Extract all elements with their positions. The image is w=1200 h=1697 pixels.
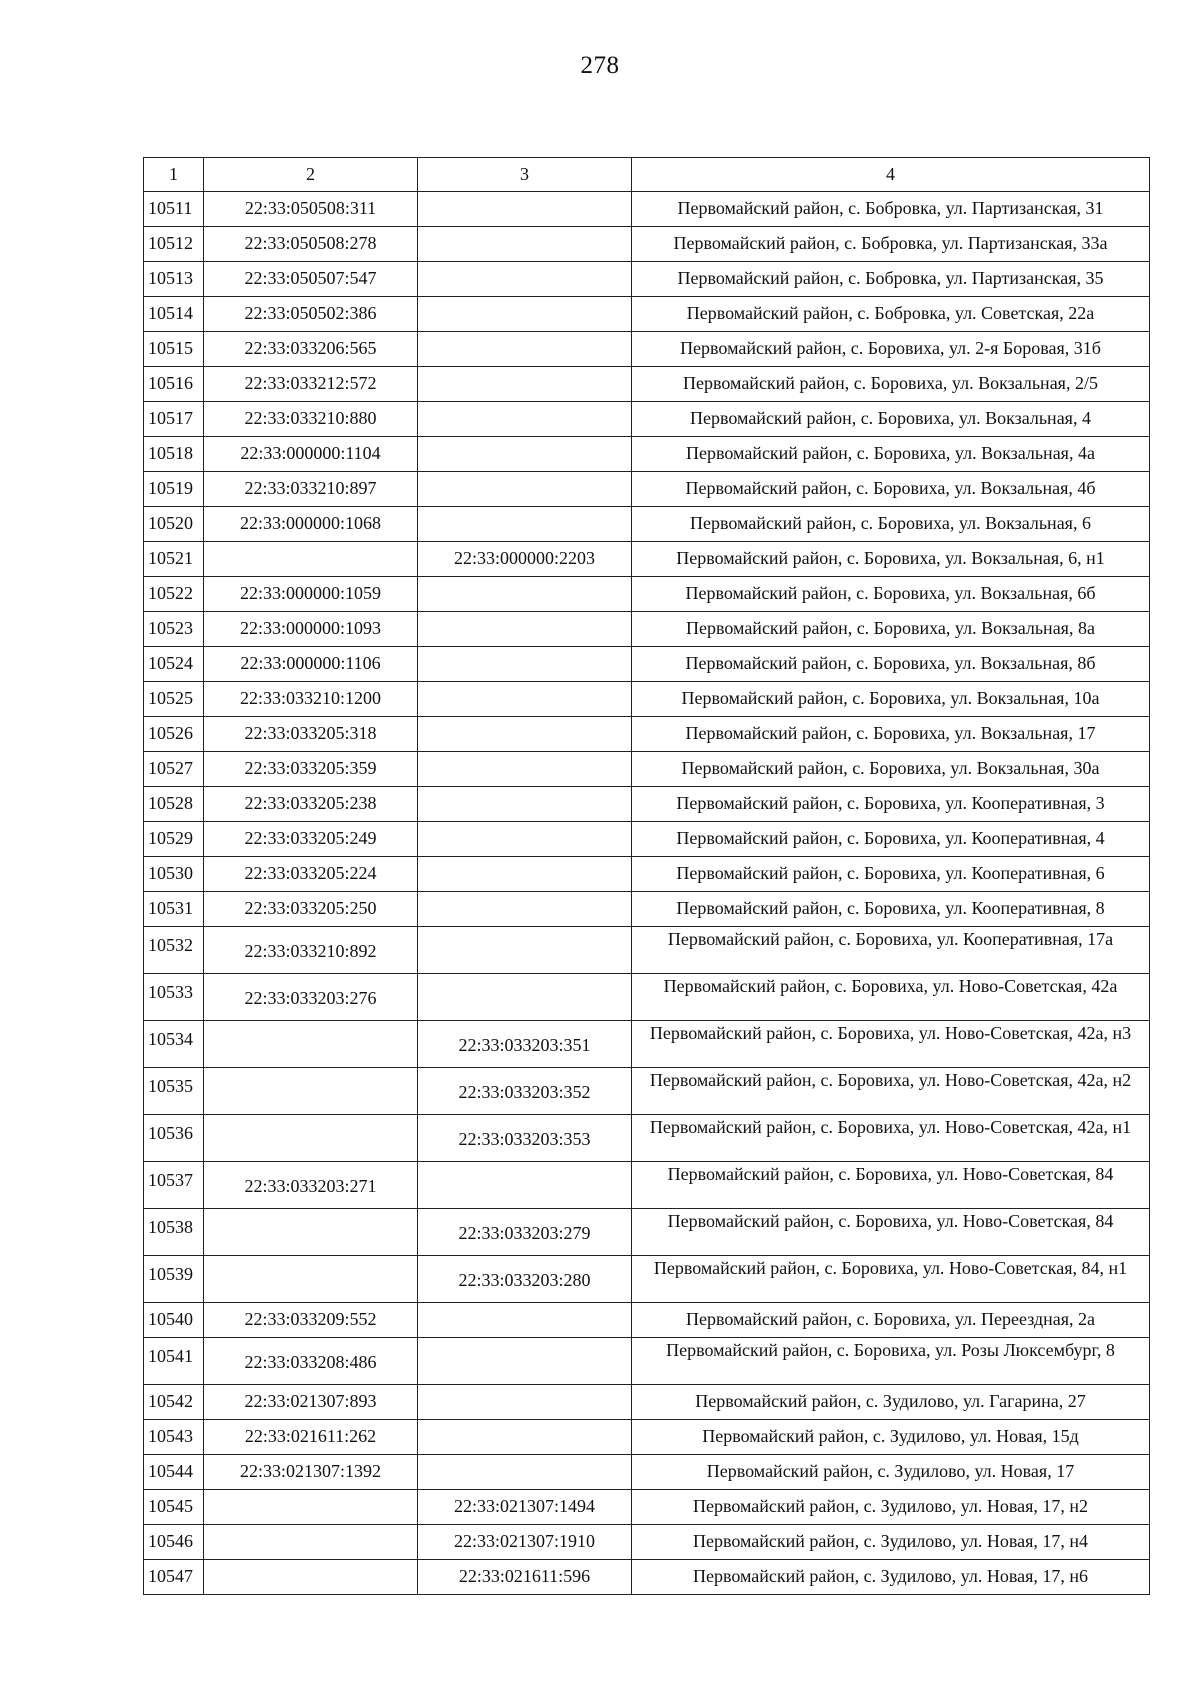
row-number: 10531 <box>144 892 204 927</box>
table-row <box>144 262 1150 297</box>
address: Первомайский район, с. Бобровка, ул. Советская, 22а <box>632 297 1150 332</box>
address: Первомайский район, с. Боровиха, ул. Вокзальная, 6 <box>632 507 1150 542</box>
cadastral-number-alt <box>418 332 632 367</box>
header-col-1: 1 <box>144 158 204 192</box>
address: Первомайский район, с. Бобровка, ул. Партизанская, 35 <box>632 262 1150 297</box>
address: Первомайский район, с. Зудилово, ул. Гагарина, 27 <box>632 1385 1150 1420</box>
cadastral-number-alt: 22:33:021307:1494 <box>418 1490 632 1525</box>
address: Первомайский район, с. Боровиха, ул. Вокзальная, 17 <box>632 717 1150 752</box>
table-row <box>144 682 1150 717</box>
row-number: 10519 <box>144 472 204 507</box>
cadastral-number-alt: 22:33:021307:1910 <box>418 1525 632 1560</box>
table-row <box>144 1115 1150 1162</box>
address: Первомайский район, с. Бобровка, ул. Партизанская, 31 <box>632 192 1150 227</box>
cadastral-number-alt <box>418 1420 632 1455</box>
cadastral-number: 22:33:033210:1200 <box>204 682 418 717</box>
address: Первомайский район, с. Боровиха, ул. Вокзальная, 4 <box>632 402 1150 437</box>
cadastral-number: 22:33:033205:238 <box>204 787 418 822</box>
cadastral-number <box>204 1021 418 1068</box>
row-number: 10545 <box>144 1490 204 1525</box>
header-row <box>144 158 1150 192</box>
table-row <box>144 472 1150 507</box>
row-number: 10515 <box>144 332 204 367</box>
cadastral-number: 22:33:021307:1392 <box>204 1455 418 1490</box>
address: Первомайский район, с. Боровиха, ул. Ново-Советская, 84 <box>632 1162 1150 1209</box>
cadastral-number <box>204 1115 418 1162</box>
address: Первомайский район, с. Боровиха, ул. Вокзальная, 10а <box>632 682 1150 717</box>
cadastral-number <box>204 1068 418 1115</box>
cadastral-number-alt <box>418 192 632 227</box>
cadastral-number: 22:33:033205:359 <box>204 752 418 787</box>
row-number: 10516 <box>144 367 204 402</box>
row-number: 10542 <box>144 1385 204 1420</box>
table-row <box>144 577 1150 612</box>
cadastral-number: 22:33:050502:386 <box>204 297 418 332</box>
address: Первомайский район, с. Боровиха, ул. Вокзальная, 2/5 <box>632 367 1150 402</box>
address: Первомайский район, с. Боровиха, ул. Ново-Советская, 84 <box>632 1209 1150 1256</box>
row-number: 10539 <box>144 1256 204 1303</box>
address: Первомайский район, с. Боровиха, ул. Кооперативная, 8 <box>632 892 1150 927</box>
table-row <box>144 892 1150 927</box>
cadastral-number <box>204 1209 418 1256</box>
cadastral-number: 22:33:033203:271 <box>204 1162 418 1209</box>
cadastral-number <box>204 1560 418 1595</box>
table-row <box>144 1021 1150 1068</box>
cadastral-number: 22:33:033212:572 <box>204 367 418 402</box>
address: Первомайский район, с. Боровиха, ул. Вокзальная, 6, н1 <box>632 542 1150 577</box>
address: Первомайский район, с. Боровиха, ул. Ново-Советская, 42а, н3 <box>632 1021 1150 1068</box>
row-number: 10511 <box>144 192 204 227</box>
cadastral-number-alt <box>418 437 632 472</box>
cadastral-number-alt: 22:33:033203:279 <box>418 1209 632 1256</box>
row-number: 10522 <box>144 577 204 612</box>
row-number: 10517 <box>144 402 204 437</box>
cadastral-number-alt <box>418 717 632 752</box>
row-number: 10512 <box>144 227 204 262</box>
cadastral-number-alt <box>418 1303 632 1338</box>
table-body <box>144 192 1150 1595</box>
cadastral-number: 22:33:033205:224 <box>204 857 418 892</box>
cadastral-number-alt <box>418 787 632 822</box>
cadastral-number-alt <box>418 297 632 332</box>
cadastral-number: 22:33:050508:278 <box>204 227 418 262</box>
cadastral-number-alt <box>418 927 632 974</box>
row-number: 10538 <box>144 1209 204 1256</box>
row-number: 10521 <box>144 542 204 577</box>
cadastral-number: 22:33:050507:547 <box>204 262 418 297</box>
cadastral-number: 22:33:050508:311 <box>204 192 418 227</box>
table-row <box>144 1162 1150 1209</box>
cadastral-number-alt: 22:33:033203:352 <box>418 1068 632 1115</box>
cadastral-number: 22:33:000000:1106 <box>204 647 418 682</box>
cadastral-number-alt <box>418 262 632 297</box>
cadastral-number <box>204 1490 418 1525</box>
cadastral-number-alt <box>418 1162 632 1209</box>
address: Первомайский район, с. Зудилово, ул. Новая, 17, н2 <box>632 1490 1150 1525</box>
cadastral-number-alt <box>418 227 632 262</box>
table-row <box>144 542 1150 577</box>
cadastral-number-alt <box>418 1385 632 1420</box>
row-number: 10524 <box>144 647 204 682</box>
row-number: 10532 <box>144 927 204 974</box>
address: Первомайский район, с. Боровиха, ул. Ново-Советская, 84, н1 <box>632 1256 1150 1303</box>
table-row <box>144 297 1150 332</box>
address: Первомайский район, с. Боровиха, ул. Розы Люксембург, 8 <box>632 1338 1150 1385</box>
cadastral-number-alt <box>418 1455 632 1490</box>
row-number: 10547 <box>144 1560 204 1595</box>
address: Первомайский район, с. Боровиха, ул. Кооперативная, 17а <box>632 927 1150 974</box>
table-row <box>144 1385 1150 1420</box>
cadastral-number-alt <box>418 892 632 927</box>
address: Первомайский район, с. Зудилово, ул. Новая, 15д <box>632 1420 1150 1455</box>
table-row <box>144 822 1150 857</box>
cadastral-number-alt <box>418 682 632 717</box>
address: Первомайский район, с. Боровиха, ул. Вокзальная, 8б <box>632 647 1150 682</box>
table-row <box>144 1490 1150 1525</box>
row-number: 10535 <box>144 1068 204 1115</box>
cadastral-number-alt <box>418 472 632 507</box>
cadastral-number-alt <box>418 857 632 892</box>
table-row <box>144 647 1150 682</box>
table-row <box>144 332 1150 367</box>
address: Первомайский район, с. Боровиха, ул. Вокзальная, 4а <box>632 437 1150 472</box>
cadastral-number: 22:33:033210:880 <box>204 402 418 437</box>
table-row <box>144 1560 1150 1595</box>
cadastral-number: 22:33:033210:897 <box>204 472 418 507</box>
address: Первомайский район, с. Боровиха, ул. Кооперативная, 3 <box>632 787 1150 822</box>
cadastral-number: 22:33:033205:249 <box>204 822 418 857</box>
address: Первомайский район, с. Зудилово, ул. Новая, 17, н4 <box>632 1525 1150 1560</box>
address: Первомайский район, с. Боровиха, ул. Вокзальная, 6б <box>632 577 1150 612</box>
table-row <box>144 227 1150 262</box>
table-row <box>144 717 1150 752</box>
cadastral-number-alt <box>418 367 632 402</box>
address: Первомайский район, с. Бобровка, ул. Партизанская, 33а <box>632 227 1150 262</box>
cadastral-number: 22:33:033209:552 <box>204 1303 418 1338</box>
row-number: 10527 <box>144 752 204 787</box>
cadastral-number <box>204 542 418 577</box>
cadastral-number-alt <box>418 1338 632 1385</box>
cadastral-number-alt <box>418 822 632 857</box>
cadastral-number-alt <box>418 402 632 437</box>
cadastral-number: 22:33:033208:486 <box>204 1338 418 1385</box>
table-row <box>144 927 1150 974</box>
row-number: 10526 <box>144 717 204 752</box>
cadastral-number: 22:33:033210:892 <box>204 927 418 974</box>
row-number: 10528 <box>144 787 204 822</box>
row-number: 10525 <box>144 682 204 717</box>
table-row <box>144 1420 1150 1455</box>
table-row <box>144 787 1150 822</box>
address: Первомайский район, с. Боровиха, ул. 2-я Боровая, 31б <box>632 332 1150 367</box>
table-row <box>144 1068 1150 1115</box>
table-row <box>144 857 1150 892</box>
row-number: 10537 <box>144 1162 204 1209</box>
row-number: 10536 <box>144 1115 204 1162</box>
cadastral-number <box>204 1256 418 1303</box>
row-number: 10518 <box>144 437 204 472</box>
address: Первомайский район, с. Боровиха, ул. Кооперативная, 6 <box>632 857 1150 892</box>
address: Первомайский район, с. Боровиха, ул. Ново-Советская, 42а, н2 <box>632 1068 1150 1115</box>
table-row <box>144 367 1150 402</box>
cadastral-number <box>204 1525 418 1560</box>
cadastral-number-alt: 22:33:033203:351 <box>418 1021 632 1068</box>
table-row <box>144 1525 1150 1560</box>
header-col-2: 2 <box>204 158 418 192</box>
cadastral-number-alt: 22:33:021611:596 <box>418 1560 632 1595</box>
table-row <box>144 402 1150 437</box>
table-row <box>144 752 1150 787</box>
table-row <box>144 192 1150 227</box>
table-row <box>144 612 1150 647</box>
cadastral-number: 22:33:033205:250 <box>204 892 418 927</box>
cadastral-number: 22:33:033206:565 <box>204 332 418 367</box>
row-number: 10533 <box>144 974 204 1021</box>
address: Первомайский район, с. Зудилово, ул. Новая, 17 <box>632 1455 1150 1490</box>
cadastral-number: 22:33:000000:1093 <box>204 612 418 647</box>
row-number: 10523 <box>144 612 204 647</box>
registry-table <box>143 157 1150 1595</box>
row-number: 10534 <box>144 1021 204 1068</box>
row-number: 10543 <box>144 1420 204 1455</box>
cadastral-number: 22:33:000000:1104 <box>204 437 418 472</box>
address: Первомайский район, с. Боровиха, ул. Ново-Советская, 42а <box>632 974 1150 1021</box>
row-number: 10520 <box>144 507 204 542</box>
cadastral-number: 22:33:033205:318 <box>204 717 418 752</box>
address: Первомайский район, с. Зудилово, ул. Новая, 17, н6 <box>632 1560 1150 1595</box>
address: Первомайский район, с. Боровиха, ул. Переездная, 2а <box>632 1303 1150 1338</box>
row-number: 10530 <box>144 857 204 892</box>
cadastral-number-alt: 22:33:033203:280 <box>418 1256 632 1303</box>
row-number: 10541 <box>144 1338 204 1385</box>
address: Первомайский район, с. Боровиха, ул. Ново-Советская, 42а, н1 <box>632 1115 1150 1162</box>
row-number: 10514 <box>144 297 204 332</box>
address: Первомайский район, с. Боровиха, ул. Кооперативная, 4 <box>632 822 1150 857</box>
table-header <box>144 158 1150 192</box>
cadastral-number: 22:33:000000:1068 <box>204 507 418 542</box>
cadastral-number: 22:33:021307:893 <box>204 1385 418 1420</box>
page-number: 278 <box>580 52 620 79</box>
cadastral-number-alt <box>418 752 632 787</box>
cadastral-number-alt <box>418 507 632 542</box>
address: Первомайский район, с. Боровиха, ул. Вокзальная, 8а <box>632 612 1150 647</box>
row-number: 10546 <box>144 1525 204 1560</box>
cadastral-number-alt <box>418 577 632 612</box>
table-row <box>144 1455 1150 1490</box>
row-number: 10540 <box>144 1303 204 1338</box>
cadastral-number-alt: 22:33:000000:2203 <box>418 542 632 577</box>
table-row <box>144 1303 1150 1338</box>
row-number: 10529 <box>144 822 204 857</box>
cadastral-number-alt <box>418 974 632 1021</box>
cadastral-number: 22:33:000000:1059 <box>204 577 418 612</box>
row-number: 10544 <box>144 1455 204 1490</box>
table-row <box>144 1338 1150 1385</box>
address: Первомайский район, с. Боровиха, ул. Вокзальная, 30а <box>632 752 1150 787</box>
table-row <box>144 507 1150 542</box>
cadastral-number: 22:33:033203:276 <box>204 974 418 1021</box>
row-number: 10513 <box>144 262 204 297</box>
cadastral-number-alt: 22:33:033203:353 <box>418 1115 632 1162</box>
cadastral-number: 22:33:021611:262 <box>204 1420 418 1455</box>
table-row <box>144 1256 1150 1303</box>
cadastral-number-alt <box>418 612 632 647</box>
address: Первомайский район, с. Боровиха, ул. Вокзальная, 4б <box>632 472 1150 507</box>
table-row <box>144 437 1150 472</box>
cadastral-number-alt <box>418 647 632 682</box>
table-row <box>144 1209 1150 1256</box>
header-col-4: 4 <box>632 158 1150 192</box>
table-row <box>144 974 1150 1021</box>
header-col-3: 3 <box>418 158 632 192</box>
